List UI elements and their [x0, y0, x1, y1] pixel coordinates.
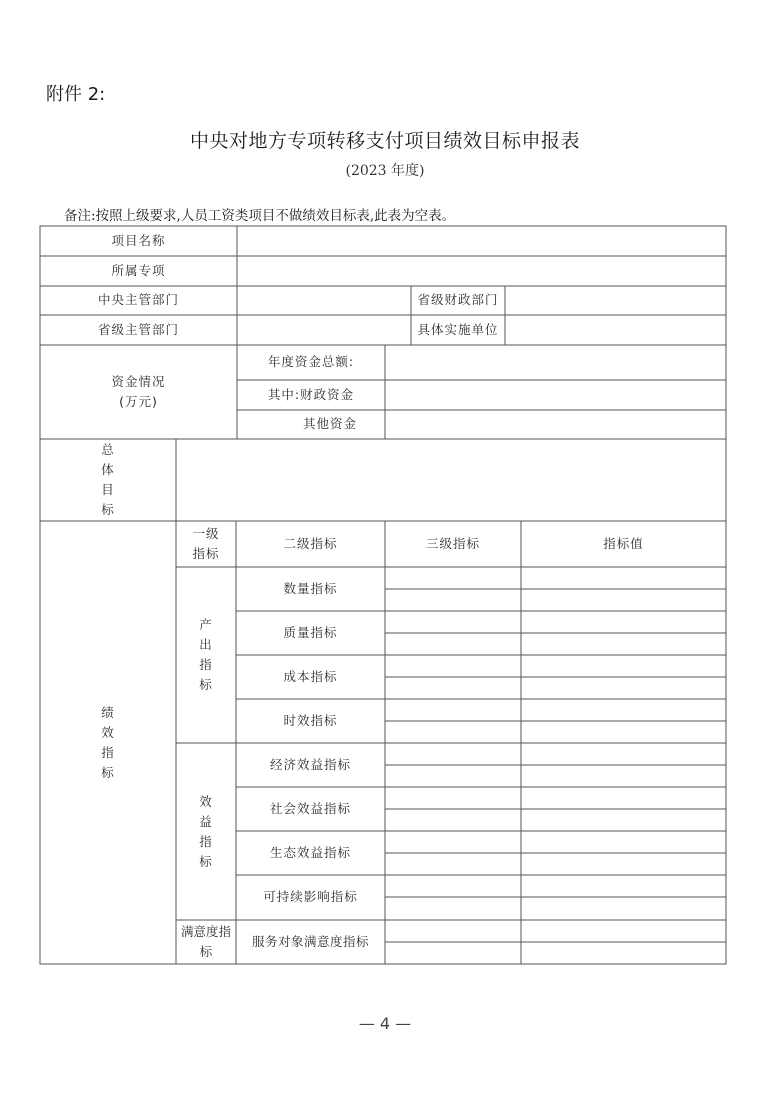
- value-header: 指标值: [603, 535, 644, 551]
- central-dept-field[interactable]: [237, 286, 411, 315]
- ecological-benefit-indicator: 生态效益指标: [269, 844, 351, 860]
- project-name-field[interactable]: [237, 226, 726, 256]
- overall-goal-char: 目: [101, 482, 115, 497]
- quality-indicator: 质量指标: [283, 624, 338, 640]
- provincial-finance-label: 省级财政部门: [417, 292, 499, 308]
- provincial-finance-field[interactable]: [505, 286, 726, 315]
- indicator-label-char: 绩: [101, 704, 115, 720]
- benefit-char: 益: [199, 813, 213, 829]
- quantity-indicator: 数量指标: [283, 580, 338, 596]
- annual-total-label: 年度资金总额:: [267, 354, 355, 370]
- overall-goal-char: 标: [101, 502, 115, 517]
- level1-header: [176, 521, 236, 567]
- project-name-label: 项目名称: [111, 232, 166, 248]
- benefit-char: 效: [199, 793, 213, 809]
- provincial-dept-field[interactable]: [237, 315, 411, 345]
- satisfaction-indicator-label: [176, 920, 236, 964]
- cost-indicator: 成本指标: [283, 668, 338, 684]
- level2-header: 二级指标: [283, 535, 338, 551]
- indicator-label-char: 效: [101, 724, 115, 740]
- indicator-label-char: 指: [101, 744, 115, 760]
- fiscal-funds-label: 其中:财政资金: [267, 386, 355, 402]
- funds-label: [40, 345, 237, 439]
- sustainability-indicator: 可持续影响指标: [263, 889, 358, 905]
- economic-benefit-indicator: 经济效益指标: [269, 756, 351, 772]
- funds-unit-text: (万元): [119, 394, 158, 409]
- level1-header-line: 指标: [192, 546, 220, 561]
- benefit-char: 指: [199, 833, 213, 849]
- form-year: (2023 年度): [345, 163, 425, 179]
- other-funds-label: 其他资金: [302, 416, 357, 432]
- level3-header: 三级指标: [425, 535, 480, 551]
- timeliness-indicator: 时效指标: [283, 712, 338, 728]
- implementing-unit-field[interactable]: [505, 315, 726, 345]
- implementing-unit-label: 具体实施单位: [417, 321, 499, 337]
- attachment-label: 附件 2:: [46, 84, 106, 105]
- annual-total-field[interactable]: [385, 345, 726, 380]
- form-title: 中央对地方专项转移支付项目绩效目标申报表: [189, 130, 580, 152]
- central-dept-label: 中央主管部门: [97, 292, 179, 308]
- service-satisfaction-indicator: 服务对象满意度指标: [251, 933, 369, 949]
- level1-header-line: 一级: [192, 526, 220, 541]
- fiscal-funds-field[interactable]: [385, 380, 726, 410]
- output-indicator-label: [176, 567, 236, 743]
- special-item-label: 所属专项: [111, 262, 166, 278]
- form-note: 备注:按照上级要求,人员工资类项目不做绩效目标表,此表为空表。: [64, 208, 456, 224]
- special-item-field[interactable]: [237, 256, 726, 286]
- output-char: 出: [199, 637, 213, 652]
- benefit-char: 标: [199, 853, 213, 869]
- overall-goal-char: 体: [101, 462, 115, 477]
- indicator-label-char: 标: [101, 764, 115, 780]
- output-char: 标: [199, 677, 213, 692]
- performance-indicators-label: [40, 521, 176, 964]
- output-char: 产: [199, 617, 213, 632]
- overall-goal-field[interactable]: [176, 439, 726, 521]
- funds-label-text: 资金情况: [111, 374, 166, 389]
- satisfaction-line: 标: [199, 944, 213, 959]
- provincial-dept-label: 省级主管部门: [97, 321, 179, 337]
- output-char: 指: [199, 657, 213, 672]
- social-benefit-indicator: 社会效益指标: [269, 800, 351, 816]
- benefit-indicator-label: [176, 743, 236, 920]
- overall-goal-label: [40, 439, 176, 521]
- page-number: — 4 —: [358, 1014, 412, 1033]
- satisfaction-line: 满意度指: [180, 924, 231, 939]
- overall-goal-char: 总: [101, 442, 115, 457]
- other-funds-field[interactable]: [385, 410, 726, 439]
